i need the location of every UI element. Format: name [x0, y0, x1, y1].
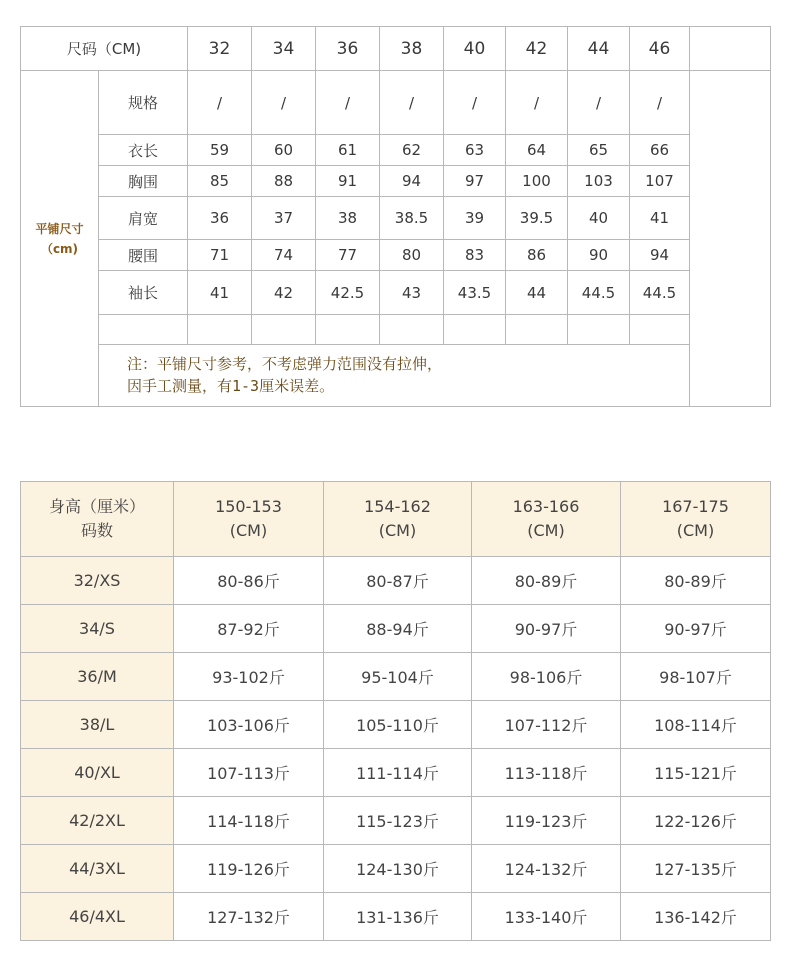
- weight-cell: 111-114斤: [324, 749, 472, 797]
- value-cell: 60: [252, 135, 316, 166]
- height-unit: (CM): [676, 521, 715, 540]
- group-label-line2: （cm): [40, 241, 79, 256]
- height-range: 167-175: [662, 497, 729, 516]
- corner-line2: 码数: [80, 521, 113, 540]
- value-cell: 85: [188, 166, 252, 197]
- weight-cell: 119-123斤: [472, 797, 621, 845]
- table-row: [21, 749, 771, 797]
- height-header-cell: [472, 482, 621, 557]
- value-cell: 91: [316, 166, 380, 197]
- empty-cell: [690, 71, 771, 407]
- row-label: 腰围: [99, 240, 188, 271]
- size-cell: 38/L: [21, 701, 174, 749]
- table-row: [21, 271, 771, 315]
- weight-cell: 98-106斤: [472, 653, 621, 701]
- value-cell: 38: [316, 197, 380, 240]
- empty-row: [21, 315, 771, 345]
- value-cell: 94: [380, 166, 444, 197]
- value-cell: 38.5: [380, 197, 444, 240]
- height-range: 163-166: [512, 497, 580, 516]
- weight-cell: 113-118斤: [472, 749, 621, 797]
- size-header-cell: 36: [316, 27, 380, 71]
- value-cell: /: [568, 71, 630, 135]
- value-cell: 90: [568, 240, 630, 271]
- weight-cell: 80-89斤: [472, 557, 621, 605]
- weight-cell: 107-112斤: [472, 701, 621, 749]
- height-range: 150-153: [215, 497, 282, 516]
- value-cell: 44.5: [630, 271, 690, 315]
- value-cell: 63: [444, 135, 506, 166]
- value-cell: /: [316, 71, 380, 135]
- size-header-cell: 38: [380, 27, 444, 71]
- value-cell: /: [252, 71, 316, 135]
- value-cell: 44: [506, 271, 568, 315]
- value-cell: 37: [252, 197, 316, 240]
- weight-cell: 108-114斤: [621, 701, 771, 749]
- height-header-row: [21, 482, 771, 557]
- height-header-cell: [174, 482, 324, 557]
- value-cell: 103: [568, 166, 630, 197]
- value-cell: 107: [630, 166, 690, 197]
- measurement-table: [20, 26, 771, 407]
- value-cell: 43: [380, 271, 444, 315]
- value-cell: 66: [630, 135, 690, 166]
- value-cell: 94: [630, 240, 690, 271]
- height-header-cell: [324, 482, 472, 557]
- weight-cell: 80-89斤: [621, 557, 771, 605]
- table-row: [21, 605, 771, 653]
- size-recommendation-table: [20, 481, 771, 941]
- weight-cell: 122-126斤: [621, 797, 771, 845]
- value-cell: 41: [630, 197, 690, 240]
- size-header-cell: 44: [568, 27, 630, 71]
- value-cell: 74: [252, 240, 316, 271]
- size-cell: 44/3XL: [21, 845, 174, 893]
- table-row: [21, 653, 771, 701]
- flat-size-group-label: [21, 71, 99, 407]
- table-row: [21, 135, 771, 166]
- weight-cell: 124-130斤: [324, 845, 472, 893]
- value-cell: 62: [380, 135, 444, 166]
- size-cell: 36/M: [21, 653, 174, 701]
- size-cell: 34/S: [21, 605, 174, 653]
- size-cell: 42/2XL: [21, 797, 174, 845]
- value-cell: 64: [506, 135, 568, 166]
- height-unit: (CM): [378, 521, 417, 540]
- weight-cell: 107-113斤: [174, 749, 324, 797]
- table-row: [21, 845, 771, 893]
- value-cell: 36: [188, 197, 252, 240]
- row-label: 衣长: [99, 135, 188, 166]
- empty-cell: [188, 315, 252, 345]
- weight-cell: 93-102斤: [174, 653, 324, 701]
- table-row: [21, 557, 771, 605]
- height-header-cell: [621, 482, 771, 557]
- table-row: [21, 701, 771, 749]
- weight-cell: 131-136斤: [324, 893, 472, 941]
- height-unit: (CM): [527, 521, 565, 540]
- weight-cell: 115-123斤: [324, 797, 472, 845]
- empty-cell: [568, 315, 630, 345]
- table-row: [21, 71, 771, 135]
- value-cell: 41: [188, 271, 252, 315]
- weight-cell: 95-104斤: [324, 653, 472, 701]
- value-cell: /: [506, 71, 568, 135]
- value-cell: 80: [380, 240, 444, 271]
- row-label: 胸围: [99, 166, 188, 197]
- weight-cell: 90-97斤: [621, 605, 771, 653]
- weight-cell: 90-97斤: [472, 605, 621, 653]
- value-cell: /: [630, 71, 690, 135]
- empty-cell: [99, 315, 188, 345]
- size-header-label: 尺码（CM): [21, 27, 188, 71]
- row-label: 肩宽: [99, 197, 188, 240]
- value-cell: /: [380, 71, 444, 135]
- size-cell: 46/4XL: [21, 893, 174, 941]
- height-unit: (CM): [229, 521, 268, 540]
- note-line1: 注：平铺尺寸参考，不考虑弹力范围没有拉伸，: [127, 355, 443, 373]
- weight-cell: 133-140斤: [472, 893, 621, 941]
- empty-cell: [252, 315, 316, 345]
- weight-cell: 98-107斤: [621, 653, 771, 701]
- value-cell: 71: [188, 240, 252, 271]
- table-row: [21, 893, 771, 941]
- value-cell: 100: [506, 166, 568, 197]
- weight-cell: 105-110斤: [324, 701, 472, 749]
- value-cell: 61: [316, 135, 380, 166]
- size-header-cell: 42: [506, 27, 568, 71]
- value-cell: 42: [252, 271, 316, 315]
- group-label-line1: 平铺尺寸: [35, 221, 84, 236]
- corner-line1: 身高（厘米）: [48, 497, 145, 516]
- value-cell: 44.5: [568, 271, 630, 315]
- corner-header: [21, 482, 174, 557]
- weight-cell: 127-132斤: [174, 893, 324, 941]
- weight-cell: 119-126斤: [174, 845, 324, 893]
- empty-cell: [380, 315, 444, 345]
- weight-cell: 80-87斤: [324, 557, 472, 605]
- value-cell: 97: [444, 166, 506, 197]
- weight-cell: 114-118斤: [174, 797, 324, 845]
- weight-cell: 88-94斤: [324, 605, 472, 653]
- value-cell: 43.5: [444, 271, 506, 315]
- size-header-row: [21, 27, 771, 71]
- value-cell: 59: [188, 135, 252, 166]
- weight-cell: 103-106斤: [174, 701, 324, 749]
- weight-cell: 127-135斤: [621, 845, 771, 893]
- value-cell: /: [444, 71, 506, 135]
- empty-cell: [444, 315, 506, 345]
- value-cell: 83: [444, 240, 506, 271]
- note-row: [21, 345, 771, 407]
- table-row: [21, 240, 771, 271]
- weight-cell: 115-121斤: [621, 749, 771, 797]
- empty-cell: [690, 27, 771, 71]
- row-label: 袖长: [99, 271, 188, 315]
- size-header-cell: 34: [252, 27, 316, 71]
- row-label: 规格: [99, 71, 188, 135]
- measurement-note: [99, 345, 690, 407]
- value-cell: 86: [506, 240, 568, 271]
- empty-cell: [506, 315, 568, 345]
- empty-cell: [630, 315, 690, 345]
- weight-cell: 136-142斤: [621, 893, 771, 941]
- note-line2: 因手工测量，有1-3厘米误差。: [127, 377, 335, 395]
- value-cell: 88: [252, 166, 316, 197]
- value-cell: 40: [568, 197, 630, 240]
- size-header-cell: 46: [630, 27, 690, 71]
- value-cell: 39.5: [506, 197, 568, 240]
- value-cell: 77: [316, 240, 380, 271]
- size-header-cell: 40: [444, 27, 506, 71]
- weight-cell: 87-92斤: [174, 605, 324, 653]
- value-cell: 42.5: [316, 271, 380, 315]
- table-row: [21, 797, 771, 845]
- empty-cell: [316, 315, 380, 345]
- height-range: 154-162: [364, 497, 431, 516]
- size-header-cell: 32: [188, 27, 252, 71]
- table-row: [21, 197, 771, 240]
- value-cell: 39: [444, 197, 506, 240]
- size-cell: 40/XL: [21, 749, 174, 797]
- value-cell: /: [188, 71, 252, 135]
- table-row: [21, 166, 771, 197]
- weight-cell: 80-86斤: [174, 557, 324, 605]
- size-cell: 32/XS: [21, 557, 174, 605]
- weight-cell: 124-132斤: [472, 845, 621, 893]
- value-cell: 65: [568, 135, 630, 166]
